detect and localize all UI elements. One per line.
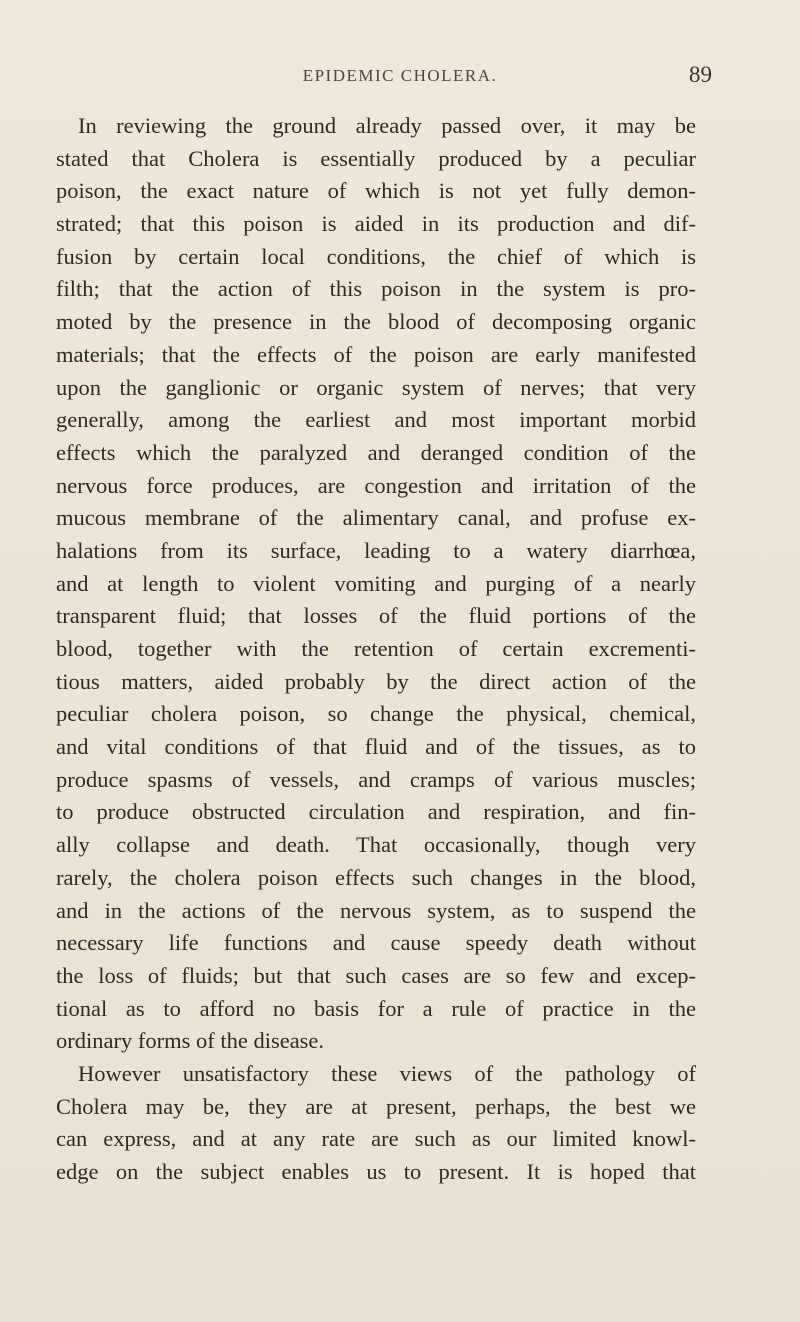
page-header (0, 62, 800, 92)
text-line: However unsatisfactory these views of the pathology of (78, 1060, 696, 1086)
text-line: to produce obstructed circulation and respiration, and fin- (56, 799, 696, 825)
text-line: edge on the subject enables us to present. It is hoped that (56, 1159, 696, 1184)
text-line: strated; that this poison is aided in its production and dif- (56, 211, 696, 237)
text-line: In reviewing the ground already passed over, it may be (78, 113, 696, 138)
text-line: ordinary forms of the disease. (56, 1028, 325, 1054)
text-line: filth; that the action of this poison in the system is pro- (56, 276, 696, 302)
text-line: and in the actions of the nervous system, as to suspend the (56, 897, 696, 923)
text-line: stated that Cholera is essentially produced by a peculiar (56, 145, 696, 171)
text-line: halations from its surface, leading to a watery diarrhœa, (56, 537, 696, 563)
text-line: ally collapse and death. That occasionally, though very (56, 832, 696, 858)
text-line: generally, among the earliest and most important morbid (56, 407, 696, 433)
text-line: blood, together with the retention of certain excrementi- (56, 636, 696, 661)
text-line: transparent fluid; that losses of the fluid portions of the (56, 603, 696, 629)
text-line: effects which the paralyzed and deranged condition of the (56, 439, 696, 465)
text-line: mucous membrane of the alimentary canal, and profuse ex- (56, 505, 696, 531)
text-line: upon the ganglionic or organic system of nerves; that very (56, 374, 696, 400)
body-text (56, 110, 696, 1189)
text-line: Cholera may be, they are at present, perhaps, the best we (56, 1093, 696, 1119)
text-line: fusion by certain local conditions, the chief of which is (56, 243, 696, 269)
text-line: the loss of fluids; but that such cases are so few and excep- (56, 962, 696, 988)
text-line: moted by the presence in the blood of decomposing organic (56, 309, 696, 335)
running-title: EPIDEMIC CHOLERA. (302, 66, 498, 85)
text-line: materials; that the effects of the poison are early manifested (56, 341, 696, 367)
text-line: and at length to violent vomiting and purging of a nearly (56, 570, 696, 596)
text-line: and vital conditions of that fluid and of the tissues, as to (56, 734, 696, 760)
text-line: tious matters, aided probably by the direct action of the (56, 668, 696, 694)
text-line: rarely, the cholera poison effects such changes in the blood, (56, 864, 696, 890)
text-line: necessary life functions and cause speedy death without (56, 930, 696, 956)
text-line: peculiar cholera poison, so change the physical, chemical, (56, 701, 696, 727)
page-number: 89 (689, 62, 712, 87)
text-line: tional as to afford no basis for a rule of practice in the (56, 995, 696, 1021)
text-line: can express, and at any rate are such as our limited knowl- (56, 1126, 696, 1152)
text-line: nervous force produces, are congestion and irritation of the (56, 472, 696, 498)
text-line: produce spasms of vessels, and cramps of various muscles; (56, 766, 696, 792)
text-line: poison, the exact nature of which is not yet fully demon- (56, 178, 696, 204)
